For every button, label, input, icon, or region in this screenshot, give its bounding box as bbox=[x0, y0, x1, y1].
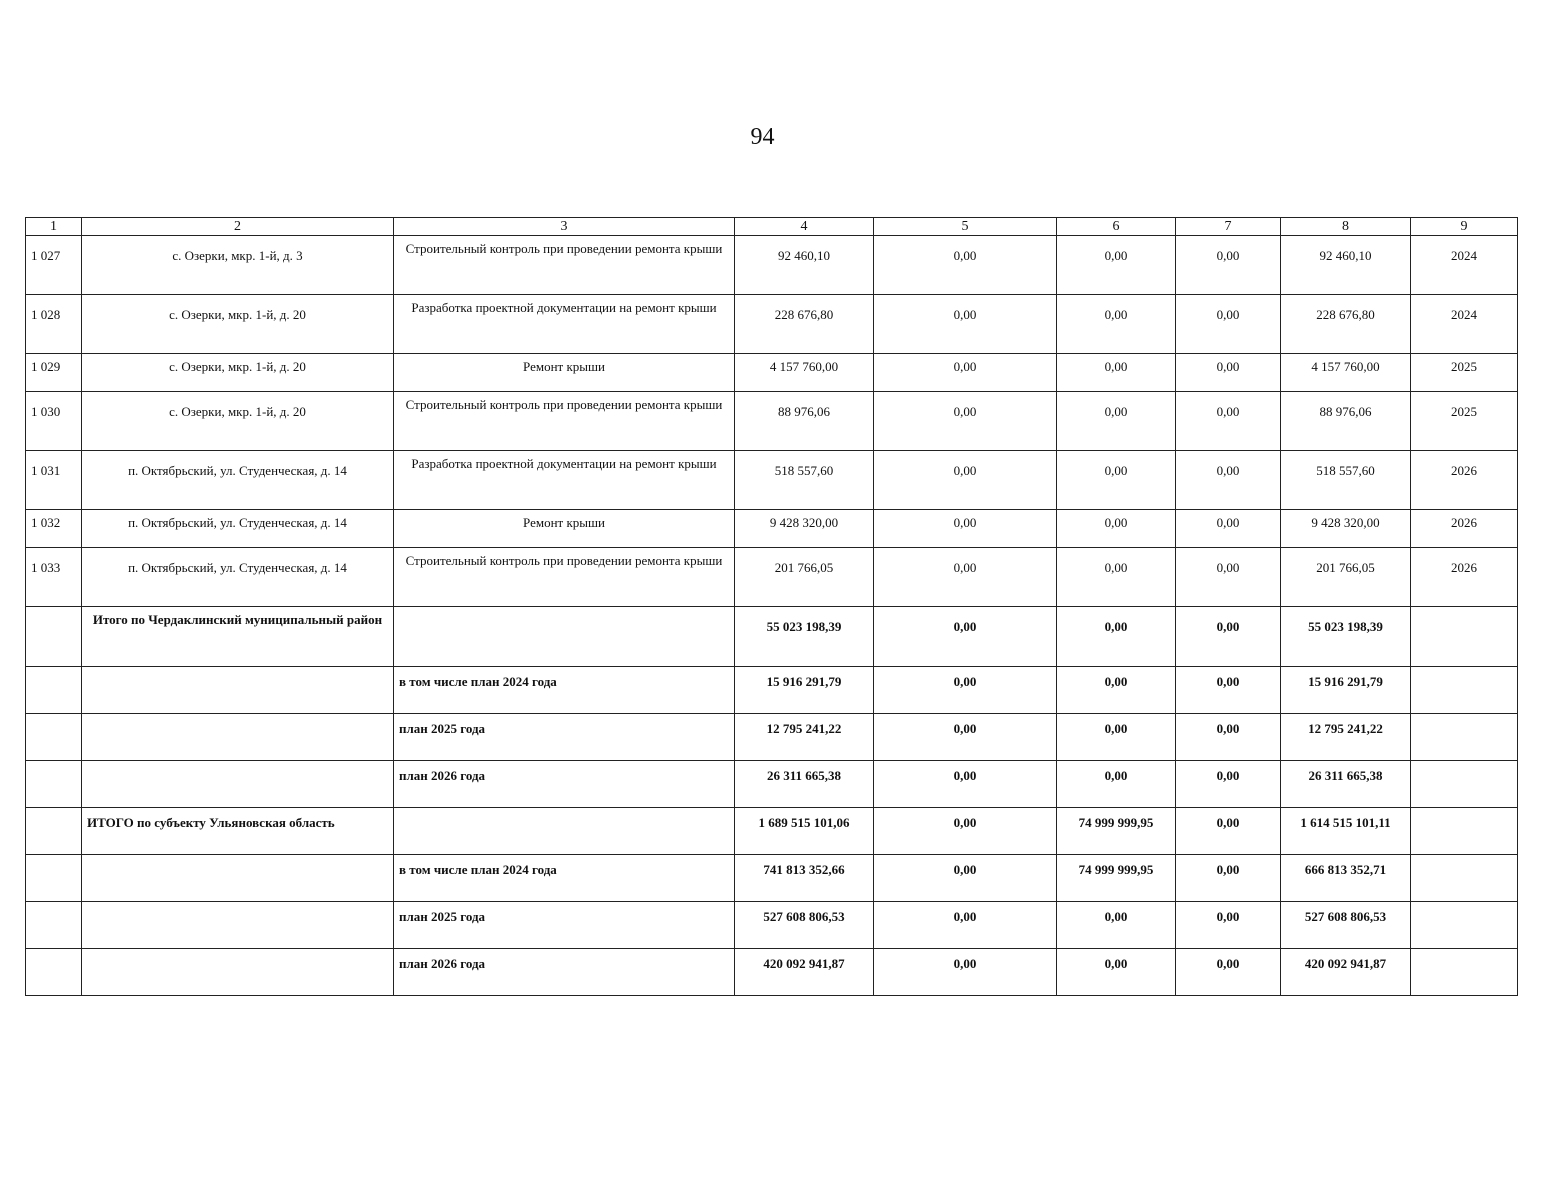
total-row bbox=[26, 902, 1518, 949]
row-number: 1 030 bbox=[26, 392, 82, 451]
amount-cell: 0,00 bbox=[1057, 354, 1176, 392]
column-number-row bbox=[26, 218, 1518, 236]
amount-cell: 0,00 bbox=[1057, 548, 1176, 607]
amount-cell: 0,00 bbox=[1176, 354, 1281, 392]
amount-cell: 74 999 999,95 bbox=[1057, 855, 1176, 902]
empty-cell bbox=[1411, 902, 1518, 949]
column-number: 7 bbox=[1176, 218, 1281, 236]
amount-cell: 0,00 bbox=[1057, 902, 1176, 949]
address-cell: с. Озерки, мкр. 1-й, д. 3 bbox=[82, 236, 394, 295]
column-number: 5 bbox=[874, 218, 1057, 236]
column-number: 6 bbox=[1057, 218, 1176, 236]
amount-cell: 527 608 806,53 bbox=[735, 902, 874, 949]
empty-cell bbox=[1411, 714, 1518, 761]
amount-cell: 0,00 bbox=[874, 451, 1057, 510]
table-row bbox=[26, 548, 1518, 607]
amount-cell: 0,00 bbox=[1176, 236, 1281, 295]
amount-cell: 4 157 760,00 bbox=[1281, 354, 1411, 392]
amount-cell: 0,00 bbox=[1057, 236, 1176, 295]
amount-cell: 0,00 bbox=[1176, 949, 1281, 996]
amount-cell: 201 766,05 bbox=[1281, 548, 1411, 607]
empty-cell bbox=[26, 667, 82, 714]
year-cell: 2024 bbox=[1411, 295, 1518, 354]
total-sublabel: в том числе план 2024 года bbox=[394, 855, 735, 902]
amount-cell: 527 608 806,53 bbox=[1281, 902, 1411, 949]
total-label bbox=[82, 714, 394, 761]
empty-cell bbox=[26, 808, 82, 855]
total-row bbox=[26, 949, 1518, 996]
amount-cell: 0,00 bbox=[1057, 510, 1176, 548]
amount-cell: 0,00 bbox=[1057, 607, 1176, 667]
amount-cell: 0,00 bbox=[1176, 295, 1281, 354]
address-cell: п. Октябрьский, ул. Студенческая, д. 14 bbox=[82, 451, 394, 510]
work-type-cell: Строительный контроль при проведении ремонта крыши bbox=[394, 548, 735, 607]
column-number: 1 bbox=[26, 218, 82, 236]
amount-cell: 0,00 bbox=[1176, 808, 1281, 855]
amount-cell: 0,00 bbox=[1057, 714, 1176, 761]
amount-cell: 0,00 bbox=[874, 855, 1057, 902]
column-number: 4 bbox=[735, 218, 874, 236]
amount-cell: 0,00 bbox=[1176, 548, 1281, 607]
row-number: 1 028 bbox=[26, 295, 82, 354]
amount-cell: 0,00 bbox=[1176, 607, 1281, 667]
empty-cell bbox=[1411, 607, 1518, 667]
empty-cell bbox=[26, 902, 82, 949]
page-number: 94 bbox=[750, 124, 775, 150]
amount-cell: 518 557,60 bbox=[1281, 451, 1411, 510]
amount-cell: 26 311 665,38 bbox=[1281, 761, 1411, 808]
total-sublabel: план 2025 года bbox=[394, 902, 735, 949]
row-number: 1 032 bbox=[26, 510, 82, 548]
amount-cell: 0,00 bbox=[1176, 392, 1281, 451]
total-row bbox=[26, 667, 1518, 714]
amount-cell: 92 460,10 bbox=[1281, 236, 1411, 295]
total-sublabel bbox=[394, 808, 735, 855]
empty-cell bbox=[1411, 855, 1518, 902]
amount-cell: 228 676,80 bbox=[735, 295, 874, 354]
empty-cell bbox=[26, 714, 82, 761]
amount-cell: 0,00 bbox=[1176, 714, 1281, 761]
total-label bbox=[82, 949, 394, 996]
amount-cell: 55 023 198,39 bbox=[735, 607, 874, 667]
amount-cell: 4 157 760,00 bbox=[735, 354, 874, 392]
amount-cell: 0,00 bbox=[874, 295, 1057, 354]
amount-cell: 741 813 352,66 bbox=[735, 855, 874, 902]
total-label: ИТОГО по субъекту Ульяновская область bbox=[82, 808, 394, 855]
amount-cell: 0,00 bbox=[874, 548, 1057, 607]
amount-cell: 26 311 665,38 bbox=[735, 761, 874, 808]
amount-cell: 0,00 bbox=[1176, 510, 1281, 548]
empty-cell bbox=[1411, 761, 1518, 808]
table-row bbox=[26, 451, 1518, 510]
amount-cell: 0,00 bbox=[1176, 667, 1281, 714]
amount-cell: 9 428 320,00 bbox=[1281, 510, 1411, 548]
total-label bbox=[82, 667, 394, 714]
column-number: 8 bbox=[1281, 218, 1411, 236]
work-type-cell: Ремонт крыши bbox=[394, 510, 735, 548]
amount-cell: 9 428 320,00 bbox=[735, 510, 874, 548]
table-row bbox=[26, 354, 1518, 392]
total-row bbox=[26, 808, 1518, 855]
amount-cell: 228 676,80 bbox=[1281, 295, 1411, 354]
repair-plan-table bbox=[25, 217, 1518, 996]
total-row bbox=[26, 714, 1518, 761]
row-number: 1 031 bbox=[26, 451, 82, 510]
amount-cell: 15 916 291,79 bbox=[1281, 667, 1411, 714]
amount-cell: 88 976,06 bbox=[735, 392, 874, 451]
address-cell: п. Октябрьский, ул. Студенческая, д. 14 bbox=[82, 548, 394, 607]
table-row bbox=[26, 295, 1518, 354]
total-label: Итого по Чердаклинский муниципальный район bbox=[82, 607, 394, 667]
amount-cell: 12 795 241,22 bbox=[735, 714, 874, 761]
empty-cell bbox=[26, 949, 82, 996]
table-row bbox=[26, 236, 1518, 295]
amount-cell: 88 976,06 bbox=[1281, 392, 1411, 451]
empty-cell bbox=[1411, 949, 1518, 996]
amount-cell: 74 999 999,95 bbox=[1057, 808, 1176, 855]
empty-cell bbox=[1411, 808, 1518, 855]
column-number: 3 bbox=[394, 218, 735, 236]
amount-cell: 420 092 941,87 bbox=[1281, 949, 1411, 996]
year-cell: 2026 bbox=[1411, 451, 1518, 510]
table-row bbox=[26, 392, 1518, 451]
work-type-cell: Разработка проектной документации на ремонт крыши bbox=[394, 295, 735, 354]
year-cell: 2025 bbox=[1411, 354, 1518, 392]
amount-cell: 201 766,05 bbox=[735, 548, 874, 607]
amount-cell: 0,00 bbox=[1057, 451, 1176, 510]
amount-cell: 0,00 bbox=[1057, 761, 1176, 808]
table-row bbox=[26, 510, 1518, 548]
address-cell: п. Октябрьский, ул. Студенческая, д. 14 bbox=[82, 510, 394, 548]
total-row bbox=[26, 607, 1518, 667]
amount-cell: 666 813 352,71 bbox=[1281, 855, 1411, 902]
amount-cell: 0,00 bbox=[1176, 451, 1281, 510]
work-type-cell: Ремонт крыши bbox=[394, 354, 735, 392]
amount-cell: 0,00 bbox=[874, 354, 1057, 392]
amount-cell: 12 795 241,22 bbox=[1281, 714, 1411, 761]
amount-cell: 0,00 bbox=[874, 236, 1057, 295]
row-number: 1 027 bbox=[26, 236, 82, 295]
amount-cell: 0,00 bbox=[1176, 855, 1281, 902]
amount-cell: 518 557,60 bbox=[735, 451, 874, 510]
amount-cell: 0,00 bbox=[874, 714, 1057, 761]
amount-cell: 1 689 515 101,06 bbox=[735, 808, 874, 855]
total-label bbox=[82, 902, 394, 949]
amount-cell: 0,00 bbox=[1057, 949, 1176, 996]
amount-cell: 0,00 bbox=[874, 667, 1057, 714]
amount-cell: 0,00 bbox=[874, 392, 1057, 451]
empty-cell bbox=[1411, 667, 1518, 714]
column-number: 2 bbox=[82, 218, 394, 236]
amount-cell: 0,00 bbox=[874, 510, 1057, 548]
empty-cell bbox=[26, 855, 82, 902]
amount-cell: 0,00 bbox=[1176, 902, 1281, 949]
amount-cell: 55 023 198,39 bbox=[1281, 607, 1411, 667]
row-number: 1 033 bbox=[26, 548, 82, 607]
amount-cell: 0,00 bbox=[1057, 667, 1176, 714]
address-cell: с. Озерки, мкр. 1-й, д. 20 bbox=[82, 295, 394, 354]
year-cell: 2024 bbox=[1411, 236, 1518, 295]
amount-cell: 0,00 bbox=[874, 607, 1057, 667]
amount-cell: 0,00 bbox=[874, 761, 1057, 808]
amount-cell: 0,00 bbox=[874, 949, 1057, 996]
amount-cell: 420 092 941,87 bbox=[735, 949, 874, 996]
total-row bbox=[26, 761, 1518, 808]
amount-cell: 0,00 bbox=[1057, 295, 1176, 354]
total-sublabel: план 2025 года bbox=[394, 714, 735, 761]
amount-cell: 0,00 bbox=[874, 808, 1057, 855]
empty-cell bbox=[26, 607, 82, 667]
amount-cell: 0,00 bbox=[1057, 392, 1176, 451]
address-cell: с. Озерки, мкр. 1-й, д. 20 bbox=[82, 392, 394, 451]
row-number: 1 029 bbox=[26, 354, 82, 392]
total-sublabel: в том числе план 2024 года bbox=[394, 667, 735, 714]
total-label bbox=[82, 855, 394, 902]
year-cell: 2026 bbox=[1411, 510, 1518, 548]
work-type-cell: Строительный контроль при проведении ремонта крыши bbox=[394, 236, 735, 295]
amount-cell: 0,00 bbox=[874, 902, 1057, 949]
amount-cell: 0,00 bbox=[1176, 761, 1281, 808]
amount-cell: 92 460,10 bbox=[735, 236, 874, 295]
total-row bbox=[26, 855, 1518, 902]
year-cell: 2026 bbox=[1411, 548, 1518, 607]
work-type-cell: Разработка проектной документации на ремонт крыши bbox=[394, 451, 735, 510]
column-number: 9 bbox=[1411, 218, 1518, 236]
address-cell: с. Озерки, мкр. 1-й, д. 20 bbox=[82, 354, 394, 392]
amount-cell: 1 614 515 101,11 bbox=[1281, 808, 1411, 855]
amount-cell: 15 916 291,79 bbox=[735, 667, 874, 714]
total-sublabel: план 2026 года bbox=[394, 761, 735, 808]
year-cell: 2025 bbox=[1411, 392, 1518, 451]
empty-cell bbox=[26, 761, 82, 808]
total-label bbox=[82, 761, 394, 808]
total-sublabel bbox=[394, 607, 735, 667]
total-sublabel: план 2026 года bbox=[394, 949, 735, 996]
work-type-cell: Строительный контроль при проведении ремонта крыши bbox=[394, 392, 735, 451]
